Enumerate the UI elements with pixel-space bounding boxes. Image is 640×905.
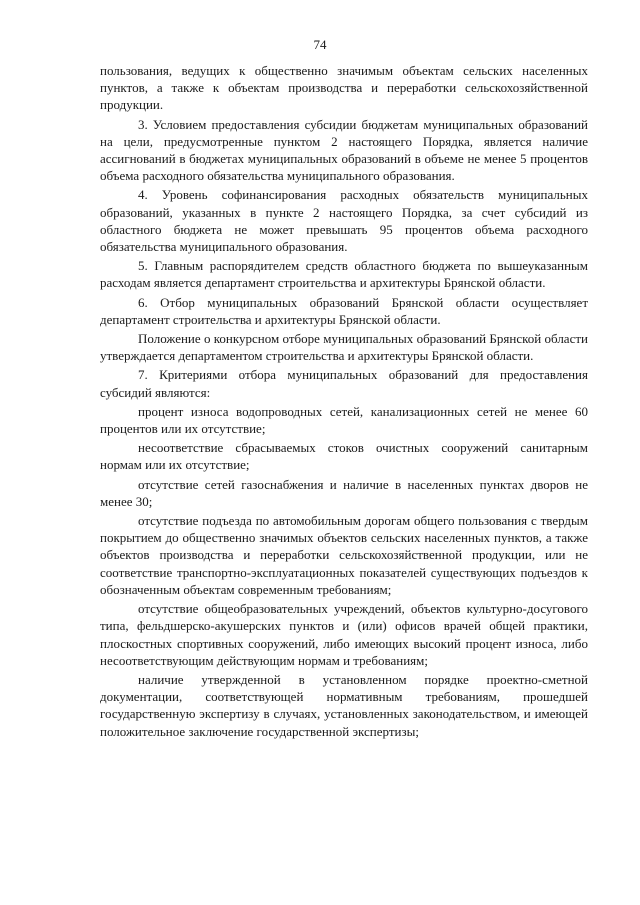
document-body xyxy=(100,62,588,742)
criteria-item: отсутствие подъезда по автомобильным дорогам общего пользования с твердым покрытием до общественно значимых объектов сельских населенных пунктов, а также объектов производства и переработки сельскохозяйственной продукции, или не соответствие транспортно-эксплуатационных показателей существующих подъездов к обозначенным объектам современным требованиям; xyxy=(100,513,588,597)
paragraph-regulation: Положение о конкурсном отборе муниципальных образований Брянской области утверждается департаментом строительства и архитектуры Брянской области. xyxy=(100,331,588,364)
paragraph-clause-3: 3. Условием предоставления субсидии бюджетам муниципальных образований на цели, предусмотренные пунктом 2 настоящего Порядка, является наличие ассигнований в бюджетах муниципальных образований в объеме не менее 5 процентов объема расходного обязательства муниципального образования. xyxy=(100,116,588,184)
criteria-item: отсутствие общеобразовательных учреждений, объектов культурно-досугового типа, фельдшерско-акушерских пунктов и (или) офисов врачей общей практики, плоскостных спортивных сооружений, либо имеющих высокий процент износа, либо несоответствующим действующим нормам и требованиям; xyxy=(100,601,588,668)
paragraph-clause-6: 6. Отбор муниципальных образований Брянской области осуществляет департамент строительства и архитектуры Брянской области. xyxy=(100,294,588,327)
paragraph-clause-4: 4. Уровень софинансирования расходных обязательств муниципальных образований, указанных в пункте 2 настоящего Порядка, за счет субсидий из областного бюджета не может превышать 95 процентов объема расходного обязательства муниципального образования. xyxy=(100,187,588,255)
paragraph-clause-7: 7. Критериями отбора муниципальных образований для предоставления субсидий являются: xyxy=(100,367,588,400)
criteria-item: несоответствие сбрасываемых стоков очистных сооружений санитарным нормам или их отсутствие; xyxy=(100,440,588,473)
criteria-item: наличие утвержденной в установленном порядке проектно-сметной документации, соответствующей нормативным требованиям, прошедшей государственную экспертизу в случаях, установленных законодательством, и имеющей положительное заключение государственной экспертизы; xyxy=(100,671,588,739)
criteria-item: процент износа водопроводных сетей, канализационных сетей не менее 60 процентов или их отсутствие; xyxy=(100,403,588,437)
paragraph-clause-5: 5. Главным распорядителем средств областного бюджета по вышеуказанным расходам является департамент строительства и архитектуры Брянской области. xyxy=(100,258,588,291)
criteria-item: отсутствие сетей газоснабжения и наличие в населенных пунктах дворов не менее 30; xyxy=(100,476,588,509)
paragraph-continuation: пользования, ведущих к общественно значимым объектам сельских населенных пунктов, а также к объектам производства и переработки сельскохозяйственной продукции. xyxy=(100,63,588,113)
page-number: 74 xyxy=(313,37,327,52)
